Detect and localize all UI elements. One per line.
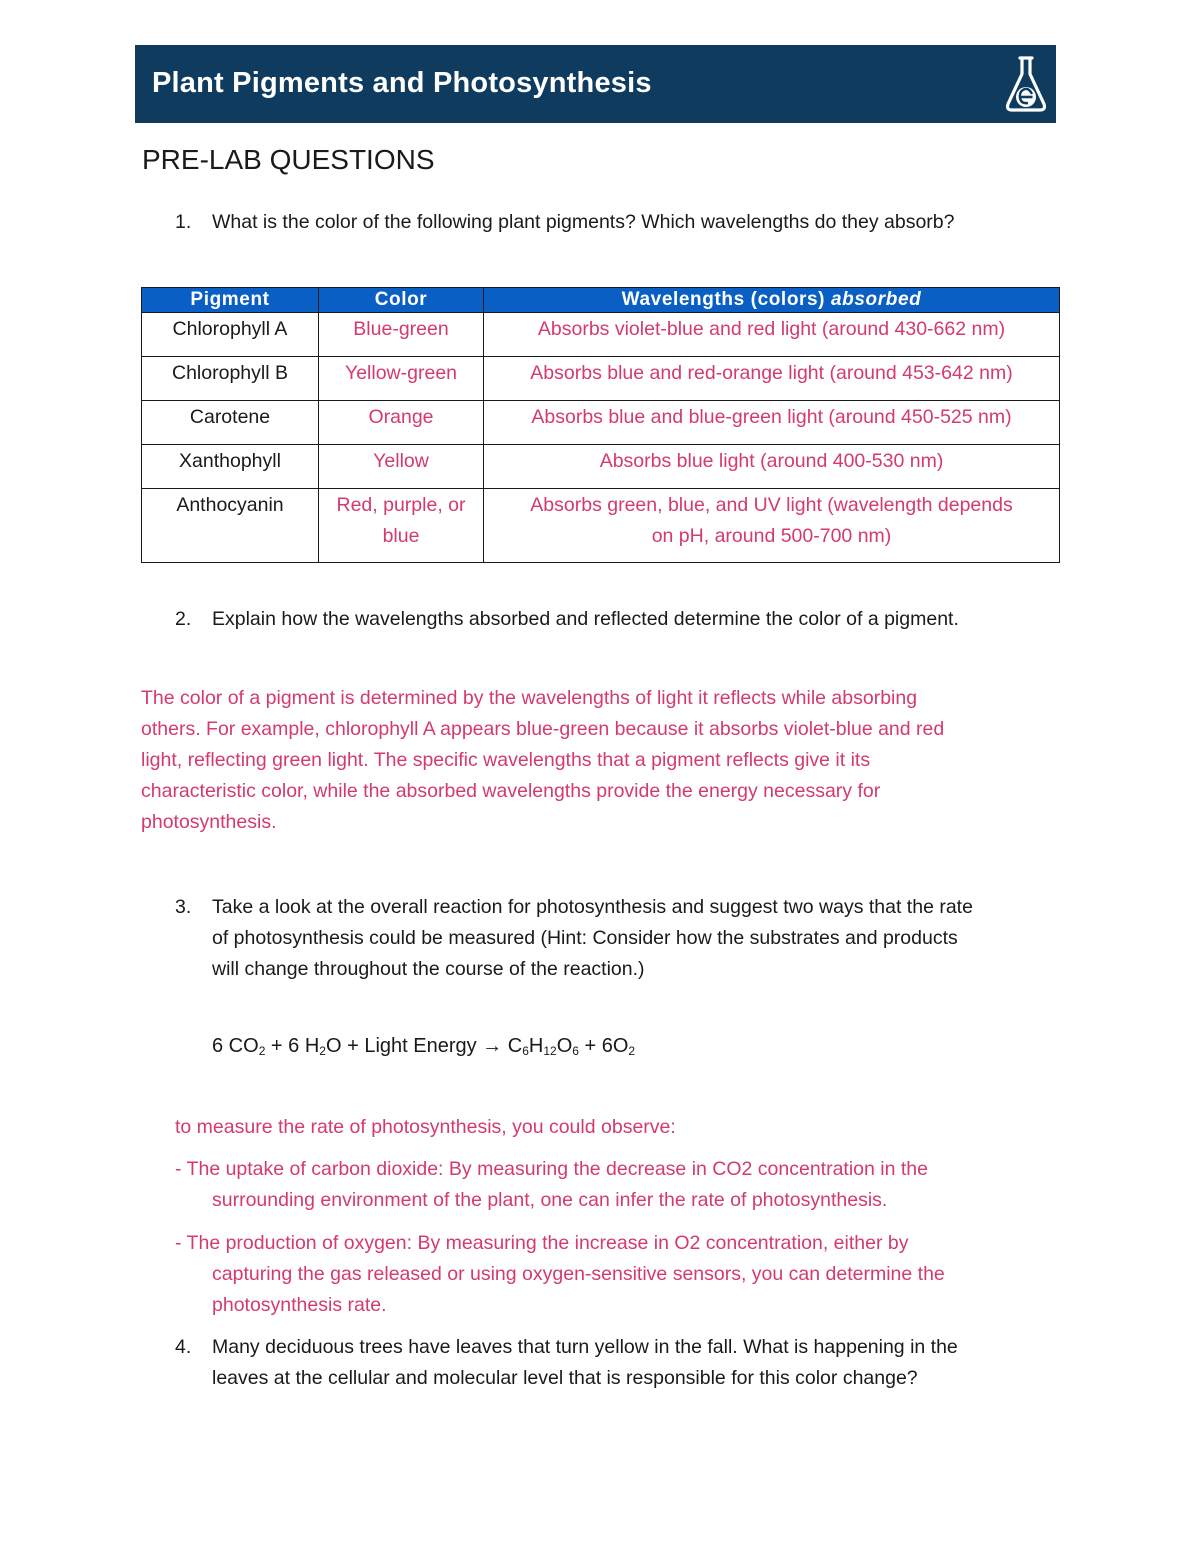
eq-part: H [528, 1035, 544, 1057]
eq-sub: 6 [572, 1044, 579, 1058]
eq-sub: 6 [522, 1044, 529, 1058]
eq-sub: 12 [543, 1044, 557, 1058]
absorbed-cell: Absorbs blue and blue-green light (around 450-525 nm) [484, 401, 1060, 445]
document-title: Plant Pigments and Photosynthesis [152, 67, 652, 99]
absorbed-line: Absorbs green, blue, and UV light (wavelength depends [530, 494, 1013, 516]
eq-part: O [556, 1035, 573, 1057]
answer-line: characteristic color, while the absorbed wavelengths provide the energy necessary for [141, 780, 881, 802]
answer-line: light, reflecting green light. The specific wavelengths that a pigment reflects give it its [141, 749, 871, 771]
eq-part: + 6 H [265, 1035, 320, 1057]
header-wavelengths [484, 288, 1060, 313]
bullet-line: surrounding environment of the plant, one can infer the rate of photosynthesis. [212, 1189, 888, 1211]
question-4 [175, 1332, 1065, 1394]
bullet-line: - The uptake of carbon dioxide: By measuring the decrease in CO2 concentration in the [175, 1158, 928, 1180]
table-row [142, 357, 1060, 401]
question-text [212, 1332, 1065, 1394]
question-3 [175, 892, 1065, 985]
question-number: 4. [175, 1336, 192, 1358]
table-row [142, 401, 1060, 445]
pigment-cell: Chlorophyll A [142, 313, 319, 357]
answer-2 [141, 683, 944, 838]
question-text: Explain how the wavelengths absorbed and reflected determine the color of a pigment. [212, 608, 959, 630]
question-line: will change throughout the course of the reaction.) [212, 958, 645, 980]
eq-sub: 2 [628, 1044, 636, 1058]
color-line: blue [382, 525, 420, 547]
bullet-line: - The production of oxygen: By measuring the increase in O2 concentration, either by [175, 1232, 909, 1254]
answer-line: others. For example, chlorophyll A appears blue-green because it absorbs violet-blue and red [141, 718, 945, 740]
flask-logo-icon [1003, 54, 1049, 114]
answer-line: photosynthesis. [141, 811, 277, 833]
question-number: 1. [175, 211, 192, 233]
section-title: PRE-LAB QUESTIONS [142, 144, 435, 175]
color-line: Red, purple, or [336, 494, 466, 516]
pigment-cell: Anthocyanin [142, 489, 319, 563]
pigment-cell: Xanthophyll [142, 445, 319, 489]
question-line: leaves at the cellular and molecular level that is responsible for this color change? [212, 1367, 918, 1389]
absorbed-line: on pH, around 500-700 nm) [651, 525, 892, 547]
bullet-line: photosynthesis rate. [212, 1294, 387, 1316]
pigment-cell: Carotene [142, 401, 319, 445]
table-header-row [142, 288, 1060, 313]
absorbed-cell [484, 489, 1060, 563]
question-line: Take a look at the overall reaction for photosynthesis and suggest two ways that the rate [212, 896, 973, 918]
photosynthesis-equation [212, 1035, 635, 1058]
answer-3-intro: to measure the rate of photosynthesis, you could observe: [175, 1116, 676, 1138]
table-row [142, 489, 1060, 563]
eq-part: 6 CO [212, 1035, 259, 1057]
question-number: 3. [175, 896, 192, 918]
pigment-cell: Chlorophyll B [142, 357, 319, 401]
eq-sub: 2 [319, 1044, 326, 1058]
answer-3-bullet-2 [175, 1228, 1055, 1321]
question-text: What is the color of the following plant pigments? Which wavelengths do they absorb? [212, 211, 955, 233]
table-row [142, 313, 1060, 357]
absorbed-cell: Absorbs violet-blue and red light (around 430-662 nm) [484, 313, 1060, 357]
table-row [142, 445, 1060, 489]
color-cell: Yellow [319, 445, 484, 489]
question-1 [175, 207, 1065, 238]
question-line: of photosynthesis could be measured (Hint: Consider how the substrates and products [212, 927, 958, 949]
question-number: 2. [175, 608, 192, 630]
color-cell: Blue-green [319, 313, 484, 357]
color-cell: Orange [319, 401, 484, 445]
header-color: Color [319, 288, 484, 313]
header-banner [135, 45, 1056, 123]
color-cell [319, 489, 484, 563]
bullet-line: capturing the gas released or using oxygen-sensitive sensors, you can determine the [212, 1263, 945, 1285]
answer-line: The color of a pigment is determined by the wavelengths of light it reflects while absorbing [141, 687, 918, 709]
answer-3-bullet-1 [175, 1154, 1055, 1216]
eq-part: O + Light Energy → C [325, 1035, 523, 1057]
header-absorbed-em: absorbed [831, 289, 922, 310]
header-wavelengths-text: Wavelengths (colors) [621, 289, 831, 310]
header-pigment: Pigment [142, 288, 319, 313]
eq-sub: 2 [258, 1044, 266, 1058]
absorbed-cell: Absorbs blue light (around 400-530 nm) [484, 445, 1060, 489]
eq-part: + 6O [578, 1035, 629, 1057]
color-cell: Yellow-green [319, 357, 484, 401]
question-text [212, 892, 1065, 985]
pigment-table [141, 287, 1060, 563]
question-2 [175, 604, 1065, 635]
question-line: Many deciduous trees have leaves that turn yellow in the fall. What is happening in the [212, 1336, 958, 1358]
absorbed-cell: Absorbs blue and red-orange light (around 453-642 nm) [484, 357, 1060, 401]
